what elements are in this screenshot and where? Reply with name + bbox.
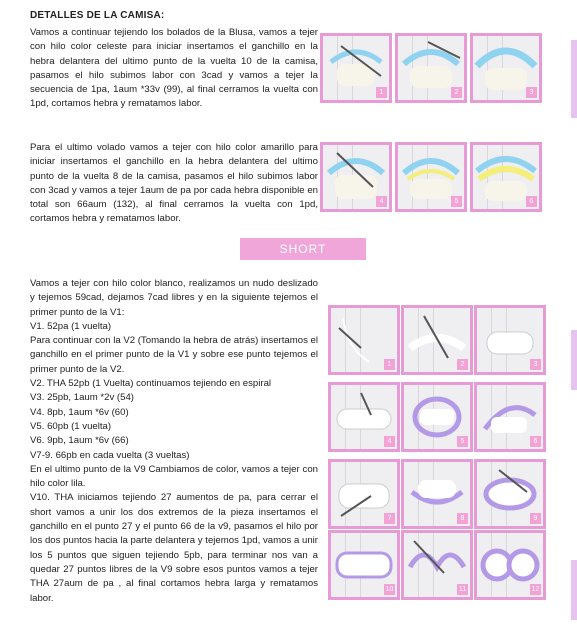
step-number: 11 [458,586,467,593]
instruction-line: V5. 60pb (1 vuelta) [30,420,112,432]
step-number: 5 [457,436,468,447]
step-number: 5 [451,196,462,207]
instruction-line: En el ultimo punto de la V9 Cambiamos de color, vamos a tejer con hilo color lila. [30,463,318,490]
step-number: 10 [385,586,394,593]
instruction-line: V10. THA iniciamos tejiendo 27 aumentos de pa, para cerrar el short vamos a unir los dos extremos de la pieza insertamos el ganchillo en el punto 27 y el punto 66 de la v9, pasamos el hilo por los dos puntos hacia la parte delantera y tejemos 1pd, vamos a unir los 5 puntos que siguen tejiendo 5pb, para terminar nos van a quedar 27 puntos libres de la V9 sobre esos puntos vamos a tejer THA 27aum de pa , al final cortamos hebra larga y rematamos labor. [30,492,318,604]
step-photo [470,33,542,103]
step-photo [320,33,392,103]
step-photo [395,142,467,212]
step-photo [474,382,546,452]
step-number: 3 [530,359,541,370]
instruction-line: V6. 9pb, 1aum *6v (66) [30,435,129,447]
step-photo [328,530,400,600]
step-number: 3 [526,87,537,98]
step-number: 8 [457,513,468,524]
step-photo [320,142,392,212]
step-photo [328,459,400,529]
paragraph-text: Vamos a tejer con hilo color blanco, realizamos un nudo deslizado y tejemos 59cad, dejamos 7cad libres y en la siguiente tejemos el primer punto de la V1: [30,278,318,318]
instruction-line: V1. 52pa (1 vuelta) [30,320,112,332]
step-photo [474,530,546,600]
side-decoration [571,40,577,118]
step-photo [401,530,473,600]
paragraph-text: Para el ultimo volado vamos a tejer con hilo color amarillo para iniciar insertamos el ganchillo en la hebra delantera del ultimo punto de la vuelta 8 de la camisa, pasamos el hilo subimos labor con 3cad y vamos a tejer 1aum de pa por cada hebra disponible en total son 66aum (132), al final cerramos la vuelta con 1pd, cortamos hebra y rematamos labor. [30,142,318,225]
paragraph-amarillo [30,141,318,227]
step-photo [328,305,400,375]
paragraph-celeste [30,26,318,112]
step-photo [328,382,400,452]
instruction-line: Para continuar con la V2 (Tomando la hebra de atrás) insertamos el ganchillo en el primer punto de la V1 y sobre ese punto tejemos el primer punto de la V2. [30,335,318,375]
step-number: 1 [384,359,395,370]
paragraph-text: Vamos a continuar tejiendo los bolados de la Blusa, vamos a tejer con hilo color celeste para iniciar insertamos el ganchillo en la hebra delantera del ultimo punto de la vuelta 10 de la camisa, pasamos el hilo subimos labor con 3cad y vamos a tejer la secuencia de 1pa, 1aum *33v (99), al final cerramos la vuelta con 1pd, cortamos hebra y rematamos labor. [30,27,318,110]
instruction-line: V2. THA 52pb (1 Vuelta) continuamos tejiendo en espiral [30,378,272,390]
side-decoration [571,560,577,620]
short-instructions [30,277,318,606]
step-number: 7 [384,513,395,524]
step-photo [474,459,546,529]
step-number: 6 [530,436,541,447]
instruction-line: V3. 25pb, 1aum *2v (54) [30,392,134,404]
step-number: 12 [531,586,540,593]
section-heading: DETALLES DE LA CAMISA: [30,10,165,21]
step-number: 2 [457,359,468,370]
step-photo [470,142,542,212]
instruction-line: V4. 8pb, 1aum *6v (60) [30,406,129,418]
step-number: 6 [526,196,537,207]
step-number: 2 [451,87,462,98]
step-photo [401,382,473,452]
instruction-line: V7-9. 66pb en cada vuelta (3 vueltas) [30,449,190,461]
step-number: 1 [376,87,387,98]
step-photo [395,33,467,103]
step-number: 4 [384,436,395,447]
side-decoration [571,330,577,390]
section-banner: SHORT [240,238,366,260]
step-number: 9 [530,513,541,524]
step-photo [401,305,473,375]
step-photo [401,459,473,529]
step-number: 4 [376,196,387,207]
step-photo [474,305,546,375]
